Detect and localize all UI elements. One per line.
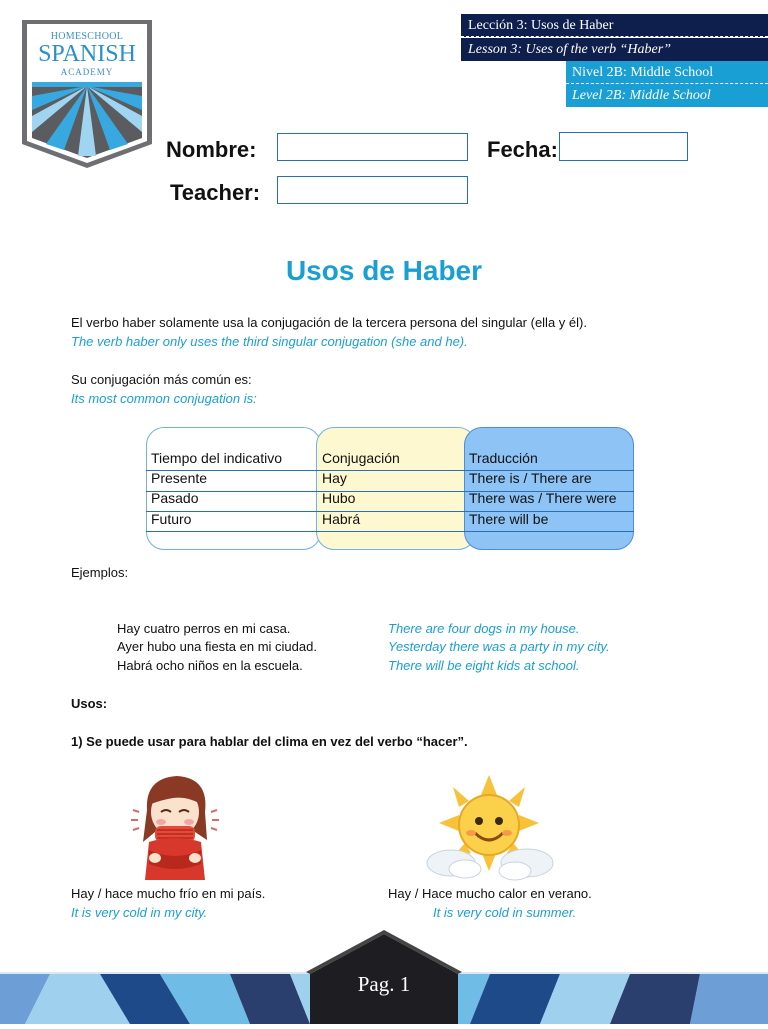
- intro-es: El verbo haber solamente usa la conjugación de la tercera persona del singular (ella y él).: [71, 315, 587, 330]
- logo-line-homeschool: HOMESCHOOL: [50, 31, 124, 42]
- example-en: Yesterday there was a party in my city.: [388, 639, 610, 654]
- table-header-conj: Conjugación: [322, 450, 400, 466]
- table-line: [146, 531, 634, 532]
- page-title: Usos de Haber: [285, 255, 483, 286]
- table-cell: Hay: [322, 470, 347, 486]
- date-label: Fecha:: [487, 137, 558, 162]
- example-en: There are four dogs in my house.: [388, 621, 580, 636]
- page-number: Pag. 1: [357, 972, 411, 996]
- level-tag-en: Level 2B: Middle School: [566, 84, 768, 107]
- date-field[interactable]: [559, 132, 688, 161]
- lesson-tag-es: Lección 3: Usos de Haber: [461, 14, 768, 37]
- common-en: Its most common conjugation is:: [71, 391, 257, 406]
- weather-en-cold: It is very cold in my city.: [71, 905, 208, 920]
- table-cell: Pasado: [151, 490, 199, 506]
- logo-line-spanish: SPANISH: [38, 41, 136, 67]
- name-label: Nombre:: [166, 137, 257, 162]
- academy-logo: [20, 18, 154, 170]
- table-header-tense: Tiempo del indicativo: [151, 450, 282, 466]
- logo-line-academy: ACADEMY: [60, 67, 114, 77]
- table-cell: Hubo: [322, 490, 356, 506]
- table-cell: Presente: [151, 470, 208, 486]
- weather-es-hot: Hay / Hace mucho calor en verano.: [388, 886, 592, 901]
- common-es: Su conjugación más común es:: [71, 372, 252, 387]
- conjugation-table: [146, 427, 634, 550]
- use-1-heading: 1) Se puede usar para hablar del clima en vez del verbo “hacer”.: [71, 734, 468, 749]
- teacher-label: Teacher:: [170, 180, 261, 205]
- weather-en-hot: It is very cold in summer.: [433, 905, 577, 920]
- table-cell: Habrá: [322, 511, 361, 527]
- level-tag-es: Nivel 2B: Middle School: [566, 61, 768, 84]
- table-header-trans: Traducción: [469, 450, 538, 466]
- table-cell: There is / There are: [469, 470, 592, 486]
- name-field[interactable]: [277, 133, 468, 161]
- example-en: There will be eight kids at school.: [388, 658, 580, 673]
- intro-en: The verb haber only uses the third singular conjugation (she and he).: [71, 334, 468, 349]
- table-line: [146, 511, 634, 512]
- uses-label: Usos:: [71, 696, 108, 711]
- weather-es-cold: Hay / hace mucho frío en mi país.: [71, 886, 266, 901]
- examples-label: Ejemplos:: [71, 565, 129, 580]
- table-cell: Futuro: [151, 511, 192, 527]
- example-es: Habrá ocho niños en la escuela.: [117, 658, 303, 673]
- lesson-tag-en: Lesson 3: Uses of the verb “Haber”: [461, 38, 768, 61]
- sun-icon: [421, 773, 557, 883]
- teacher-field[interactable]: [277, 176, 468, 204]
- cold-girl-icon: [125, 770, 225, 882]
- table-cell: There was / There were: [469, 490, 617, 506]
- page-footer: [0, 930, 768, 1024]
- table-cell: There will be: [469, 511, 549, 527]
- example-es: Hay cuatro perros en mi casa.: [117, 621, 291, 636]
- example-es: Ayer hubo una fiesta en mi ciudad.: [117, 639, 317, 654]
